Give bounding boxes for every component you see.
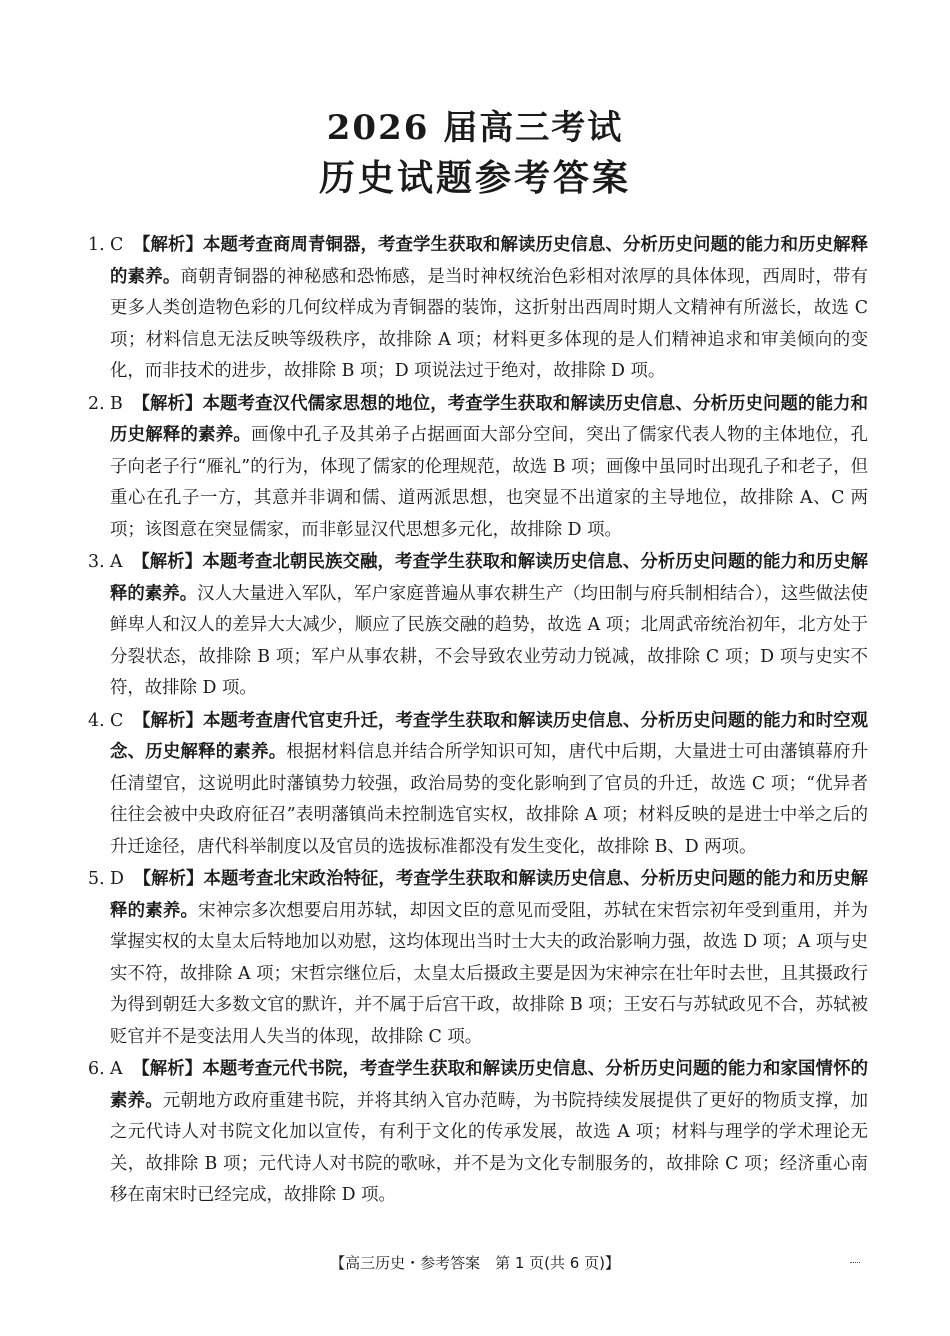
question-number: 5. (88, 869, 105, 889)
question-number: 3. (88, 552, 105, 572)
analysis-tag: 【解析】 (132, 710, 203, 731)
analysis-tag: 【解析】 (133, 869, 204, 889)
answer-choice: C (110, 710, 124, 731)
answer-choice: D (110, 869, 124, 889)
answer-item-1 (88, 230, 868, 388)
analysis-body: 画像中孔子及其弟子占据画面大部分空间，突出了儒家代表人物的主体地位，孔子向老子行“雁礼”的行为，体现了儒家的伦理规范，故选 B 项；画像中虽同时出现孔子和老子，但重心在孔子一方，其意并非调和儒、道两派思想，也突显不出道家的主导地位，故排除 A、C 两项；该图意在突显儒家，而非彰显汉代思想多元化，故排除 D 项。 (110, 425, 868, 540)
answer-item-5 (88, 864, 868, 1053)
analysis-lead: 本题考查北宋政治特征，考查学生获取和解读历史信息、分析历史问题的能力和历史解释的素养。 (110, 869, 868, 921)
analysis-tag: 【解析】 (132, 235, 203, 255)
analysis-lead: 本题考查商周青铜器，考查学生获取和解读历史信息、分析历史问题的能力和历史解释的素养。 (110, 235, 868, 287)
analysis-lead: 本题考查北朝民族交融，考查学生获取和解读历史信息、分析历史问题的能力和历史解释的素养。 (110, 552, 868, 604)
answer-item-6 (88, 1054, 868, 1212)
analysis-body: 元朝地方政府重建书院，并将其纳入官办范畴，为书院持续发展提供了更好的物质支撑，加之元代诗人对书院文化加以宣传，有利于文化的传承发展，故选 A 项；材料与理学的学术理论无关，故排除 B 项；元代诗人对书院的歌咏，并不是为文化专制服务的，故排除 C 项；经济重心南移在南宋时已经完成，故排除 D 项。 (110, 1090, 868, 1205)
answer-choice: A (110, 1059, 123, 1079)
corner-mark (850, 1262, 860, 1265)
analysis-tag: 【解析】 (132, 1059, 203, 1079)
analysis-tag: 【解析】 (132, 552, 203, 572)
analysis-body: 根据材料信息并结合所学知识可知，唐代中后期，大量进士可由藩镇幕府升任清望官，这说明此时藩镇势力较强，政治局势的变化影响到了官员的升迁，故选 C 项；“优异者往往会被中央政府征召”表明藩镇尚未控制选官实权，故排除 A 项；材料反映的是进士中举之后的升迁途径，唐代科举制度以及官员的选拔标准都没有发生变化，故排除 B、D 两项。 (110, 742, 868, 857)
answer-item-2 (88, 389, 868, 547)
analysis-body: 商朝青铜器的神秘感和恐怖感，是当时神权统治色彩相对浓厚的具体体现，西周时，带有更多人类创造物色彩的几何纹样成为青铜器的装饰，这折射出西周时期人文精神有所滋长，故选 C 项；材料信息无法反映等级秩序，故排除 A 项；材料更多体现的是人们精神追求和审美倾向的变化，而非技术的进步，故排除 B 项；D 项说法过于绝对，故排除 D 项。 (110, 266, 868, 381)
analysis-body: 宋神宗多次想要启用苏轼，却因文臣的意见而受阻，苏轼在宋哲宗初年受到重用，并为掌握实权的太皇太后特地加以劝慰，这均体现出当时士大夫的政治影响力强，故选 D 项；A 项与史实不符，故排除 A 项；宋哲宗继位后，太皇太后摄政主要是因为宋神宗在壮年时去世，且其摄政行为得到朝廷大多数文官的默许，并不属于后宫干政，故排除 B 项；王安石与苏轼政见不合，苏轼被贬官并不是变法用人失当的体现，故排除 C 项。 (110, 900, 868, 1047)
exam-title: 2026 届高三考试 (326, 108, 624, 148)
document-title: 历史试题参考答案 (318, 157, 631, 199)
analysis-body: 汉人大量进入军队，军户家庭普遍从事农耕生产（均田制与府兵制相结合），这些做法使鲜卑人和汉人的差异大大减少，顺应了民族交融的趋势，故选 A 项；北周武帝统治初年，北方处于分裂状态，故排除 B 项；军户从事农耕，不会导致农业劳动力锐减，故排除 C 项；D 项与史实不符，故排除 D 项。 (110, 583, 868, 698)
question-number: 4. (88, 710, 105, 731)
analysis-lead: 本题考查唐代官吏升迁，考查学生获取和解读历史信息、分析历史问题的能力和时空观念、历史解释的素养。 (110, 710, 868, 762)
question-number: 1. (88, 235, 105, 255)
answer-item-3 (88, 547, 868, 705)
answer-choice: C (110, 235, 124, 255)
analysis-tag: 【解析】 (132, 393, 203, 414)
analysis-lead: 本题考查元代书院，考查学生获取和解读历史信息、分析历史问题的能力和家国情怀的素养。 (110, 1059, 868, 1111)
answer-choice: B (110, 393, 123, 414)
answer-item-4 (88, 706, 868, 864)
answer-list (88, 230, 868, 1213)
page-footer: 【高三历史・参考答案 第 1 页(共 6 页)】 (330, 1254, 620, 1272)
answer-choice: A (110, 552, 123, 572)
question-number: 2. (88, 393, 105, 414)
question-number: 6. (88, 1059, 105, 1079)
analysis-lead: 本题考查汉代儒家思想的地位，考查学生获取和解读历史信息、分析历史问题的能力和历史解释的素养。 (110, 393, 868, 445)
